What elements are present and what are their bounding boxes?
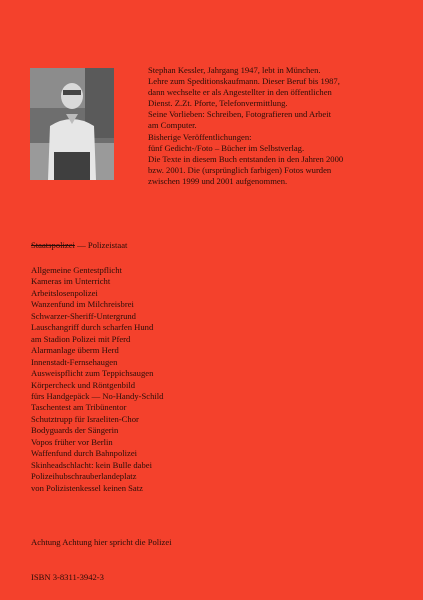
- poem-line: Innenstadt-Fernsehaugen: [31, 356, 118, 367]
- poem-line: Schutztrupp für Israeliten-Chor: [31, 413, 139, 424]
- poem-line: Allgemeine Gentestpflicht: [31, 265, 122, 275]
- bio-line: Lehre zum Speditionskaufmann. Dieser Beruf bis 1987,: [148, 76, 340, 87]
- poem-line: Vopos früher vor Berlin: [31, 436, 113, 447]
- bio-line: zwischen 1999 und 2001 aufgenommen.: [148, 175, 288, 186]
- author-bio: [148, 65, 398, 187]
- bio-line: Bisherige Veröffentlichungen:: [148, 131, 252, 142]
- author-photo: [30, 68, 114, 180]
- poem-line: Polizeihubschrauberlandeplatz: [31, 471, 137, 482]
- poem-line: Taschentest am Tribünentor: [31, 402, 127, 413]
- bio-line: fünf Gedicht-/Foto – Bücher im Selbstverlag.: [148, 142, 305, 153]
- poem-title: [31, 240, 127, 251]
- poem-line: Lauschangriff durch scharfen Hund: [31, 322, 154, 333]
- author-photo-image: [30, 68, 114, 180]
- poem-line: Kameras im Unterricht: [31, 276, 111, 287]
- bio-line: Seine Vorlieben: Schreiben, Fotografieren und Arbeit: [148, 109, 331, 120]
- bio-line: Die Texte in diesem Buch entstanden in den Jahren 2000: [148, 153, 344, 164]
- poem-line: Waffenfund durch Bahnpolizei: [31, 448, 138, 459]
- poem-line: Ausweispflicht zum Teppichsaugen: [31, 368, 154, 379]
- poem-line: Bodyguards der Sängerin: [31, 425, 119, 436]
- poem-line: Schwarzer-Sheriff-Untergrund: [31, 310, 136, 321]
- poem-line: am Stadion Polizei mit Pferd: [31, 333, 131, 344]
- poem-title-rest: — Polizeistaat: [74, 240, 128, 250]
- poem-line: Wanzenfund im Milchreisbrei: [31, 299, 134, 310]
- poem-line: von Polizistenkessel keinen Satz: [31, 482, 143, 493]
- poem-lines: [31, 265, 163, 494]
- bio-line: Stephan Kessler, Jahrgang 1947, lebt in München.: [148, 65, 321, 75]
- isbn: ISBN 3-8311-3942-3: [31, 572, 104, 582]
- poem-line: fürs Handgepäck — No-Handy-Schild: [31, 390, 164, 401]
- bio-line: bzw. 2001. Die (ursprünglich farbigen) Fotos wurden: [148, 164, 332, 175]
- poem-line: Arbeitslosenpolizei: [31, 287, 98, 298]
- poem-line: Skinheadschlacht: kein Bulle dabei: [31, 459, 152, 470]
- poem-line: Alarmanlage überm Herd: [31, 345, 119, 356]
- bio-line: dann wechselte er als Angestellter in den öffentlichen: [148, 87, 332, 98]
- bio-line: Dienst. Z.Zt. Pforte, Telefonvermittlung.: [148, 98, 288, 109]
- poem-title-struck: Staatspolizei: [31, 240, 75, 250]
- poem-line: Körpercheck und Röntgenbild: [31, 379, 136, 390]
- bio-line: am Computer.: [148, 120, 197, 131]
- closing-line: Achtung Achtung hier spricht die Polizei: [31, 537, 172, 547]
